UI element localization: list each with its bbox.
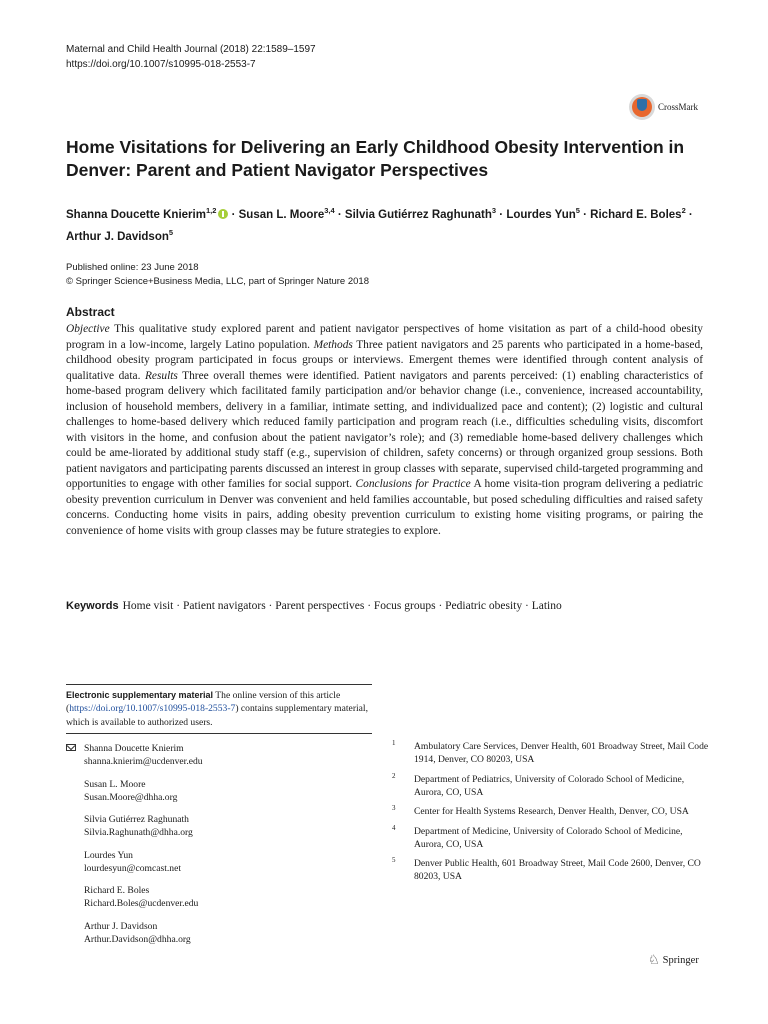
affiliation-item [392, 857, 712, 883]
contact-item [84, 742, 364, 768]
abstract-conclusions-label: Conclusions for Practice [355, 478, 471, 490]
orcid-icon[interactable] [218, 209, 228, 219]
affiliation-item [392, 773, 712, 799]
affiliation-text: Denver Public Health, 601 Broadway Street, Mail Code 2600, Denver, CO 80203, USA [414, 858, 701, 882]
crossmark-label: CrossMark [658, 102, 698, 112]
affiliation-item [392, 740, 712, 766]
affiliation-number: 2 [392, 771, 396, 780]
contact-name: Richard E. Boles [84, 885, 150, 896]
author-affiliation-sup: 5 [575, 206, 580, 215]
abstract-objective: This qualitative study explored parent and patient navigator perspectives of home visitation as part of a child-hood obesity program in a low-income, largely Latino population. [66, 323, 703, 351]
envelope-icon [66, 744, 76, 751]
author-name: Silvia Gutiérrez Raghunath [344, 208, 492, 221]
publisher-name: Springer [662, 954, 699, 966]
publication-info [66, 261, 369, 289]
contact-name: Silvia Gutiérrez Raghunath [84, 814, 189, 825]
published-online: Published online: 23 June 2018 [66, 262, 199, 273]
contact-item [84, 813, 364, 839]
abstract-heading: Abstract [66, 305, 115, 319]
contact-email[interactable]: shanna.knierim@ucdenver.edu [84, 756, 203, 767]
paper-title: Home Visitations for Delivering an Early Childhood Obesity Intervention in Denver: Parent and Patient Navigator Perspectives [66, 137, 685, 180]
affiliation-number: 5 [392, 856, 396, 864]
contact-name: Lourdes Yun [84, 849, 133, 861]
footnote-divider [66, 733, 372, 734]
contact-list [84, 742, 364, 955]
esm-text-end: ) contains supplementary material, which is available to authorized users. [66, 703, 368, 728]
abstract-methods-label: Methods [313, 338, 353, 351]
author-name: Susan L. Moore [238, 208, 325, 221]
crossmark-icon [629, 94, 655, 120]
contact-name: Susan L. Moore [84, 778, 146, 790]
springer-horse-icon: ♘ [648, 952, 660, 967]
abstract-results: Three overall themes were identified. Patient navigators and parents perceived: (1) enabling characteristics of home-based program delivery which facilitated family participation and/or behavior change (i.e., convenience, increased accountability, inclusion of household members, delivery in a familiar, intimate setting, and individualized pace and content); (2) logistic and cultural challenges to home-based delivery which reduced family participation and program reach (i.e., difficulties scheduling visits, discomfort with visitors in the home, and confusion about the patient navigator’s role); and (3) remediable home-based delivery challenges which could be ame-liorated by additional study staff (e.g., supervision of children, safety concerns) or through organized group sessions. Both patient navigators and participating parents discussed an interest in group classes with separate, supervised child-targeted programming and opportunities to engage with other families for social support. [66, 369, 703, 490]
keywords-list: Home visit · Patient navigators · Parent perspectives · Focus groups · Pediatric obesity · Latino [122, 600, 562, 612]
publisher-logo [648, 952, 699, 968]
affiliation-item [392, 805, 712, 818]
abstract-body [66, 322, 703, 539]
abstract-results-label: Results [144, 369, 178, 382]
contact-email[interactable]: Arthur.Davidson@dhha.org [84, 933, 191, 945]
keywords-label: Keywords [66, 600, 119, 612]
affiliation-text: Center for Health Systems Research, Denver Health, Denver, CO, USA [414, 806, 689, 817]
author-name: Richard E. Boles [590, 208, 682, 221]
affiliation-item [392, 825, 712, 851]
contact-name: Shanna Doucette Knierim [84, 743, 184, 754]
affiliation-text: Ambulatory Care Services, Denver Health, 601 Broadway Street, Mail Code 1914, Denver, CO 80203, USA [414, 741, 709, 765]
keywords [66, 598, 706, 614]
author-affiliation-sup: 2 [681, 206, 686, 215]
affiliation-number: 4 [392, 823, 396, 832]
contact-item [84, 778, 364, 804]
esm-label: Electronic supplementary material [66, 690, 214, 700]
abstract-methods: Three patient navigators and 25 parents who participated in a home-based, childhood obesity program participated in focus groups or interviews. Emergent themes were identified through content analysis of qualitative data. [66, 338, 703, 382]
abstract-conclusions: A home visita-tion program delivering a pediatric obesity prevention curriculum in Denver was convenient and held families accountable, but posed scheduling difficulties and raised safety concerns. Conducting home visits in pairs, adding obesity prevention curriculum to existing home visiting programs, or pairing the convenience of home visits with group classes may be future strategies to explore. [66, 478, 703, 537]
journal-citation: Maternal and Child Health Journal (2018) 22:1589–1597 [66, 44, 316, 55]
crossmark-badge[interactable] [629, 94, 698, 120]
author-name: Arthur J. Davidson [66, 230, 169, 243]
author-list: Shanna Doucette Knierim$^{1,2}$ · Susan L. Moore$^{3,4}$ · Silvia Gutiérrez Raghunath$^3$ · Lourdes Yun$^5$ · Richard E. Boles$^2$ · Arthur J. Davidson$^5$ [66, 206, 693, 243]
contact-item [84, 849, 364, 875]
contact-item [84, 884, 364, 910]
abstract-objective-label: Objective [66, 323, 110, 335]
contact-item [84, 920, 364, 946]
affiliation-number: 1 [392, 739, 396, 747]
copyright: © Springer Science+Business Media, LLC, part of Springer Nature 2018 [66, 276, 369, 287]
author-name: Shanna Doucette Knierim [66, 208, 206, 221]
affiliation-text: Department of Medicine, University of Colorado School of Medicine, Aurora, CO, USA [414, 825, 683, 850]
affiliation-text: Department of Pediatrics, University of Colorado School of Medicine, Aurora, CO, USA [414, 773, 685, 798]
esm-text: The online version of this article ( [66, 690, 341, 715]
affiliation-number: 3 [392, 804, 396, 812]
author-affiliation-sup: 5 [168, 227, 174, 237]
contact-email[interactable]: Richard.Boles@ucdenver.edu [84, 898, 199, 909]
footnote-divider [66, 684, 372, 685]
contact-email[interactable]: Susan.Moore@dhha.org [84, 791, 178, 803]
author-name: Lourdes Yun [506, 208, 576, 221]
author-affiliation-sup: 1,2 [205, 206, 217, 215]
author-affiliation-sup: 3 [491, 206, 497, 215]
contact-email[interactable]: lourdesyun@comcast.net [84, 862, 182, 874]
affiliation-list [392, 740, 712, 890]
author-affiliation-sup: 3,4 [324, 206, 335, 215]
journal-doi[interactable]: https://doi.org/10.1007/s10995-018-2553-7 [66, 59, 256, 70]
journal-header [66, 42, 316, 72]
esm-doi-link[interactable]: https://doi.org/10.1007/s10995-018-2553-7 [69, 703, 236, 715]
contact-name: Arthur J. Davidson [84, 920, 158, 932]
contact-email[interactable]: Silvia.Raghunath@dhha.org [84, 827, 193, 838]
supplementary-note [66, 689, 372, 729]
